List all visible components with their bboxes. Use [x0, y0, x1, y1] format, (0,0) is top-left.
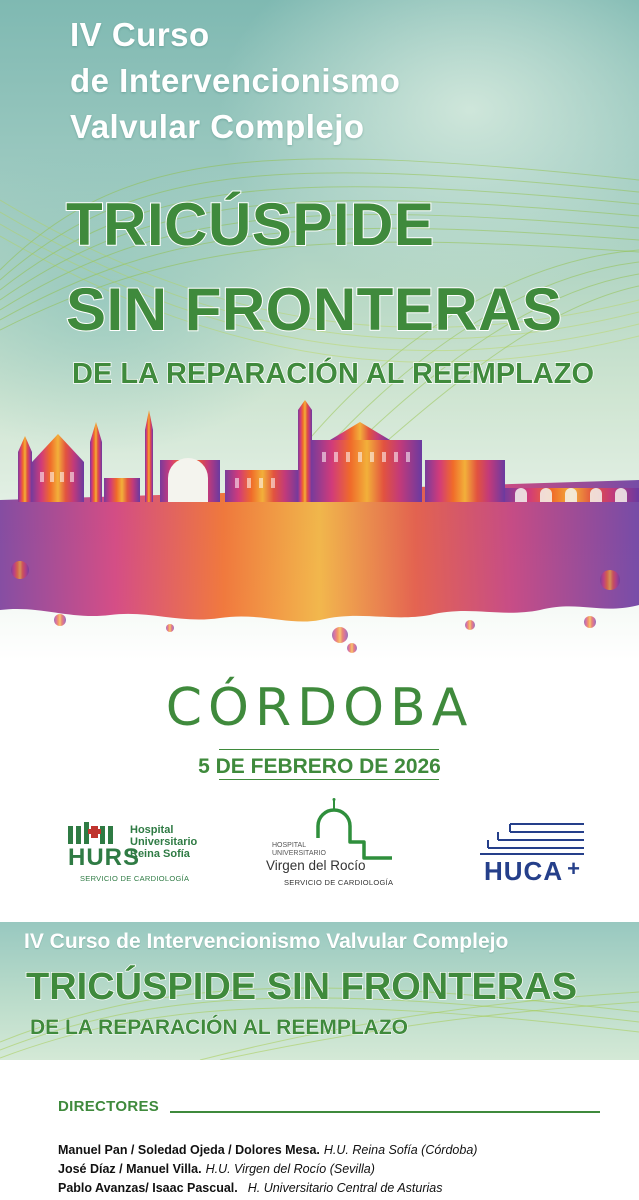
director-entry	[58, 1181, 442, 1195]
date-bottom-rule	[219, 779, 439, 780]
vr-hospital-label	[272, 842, 326, 858]
huca-plus: +	[567, 856, 581, 881]
cordoba-skyline-illustration	[0, 400, 639, 660]
vr-small-line: HOSPITAL	[272, 842, 307, 849]
course-title-line: Valvular Complejo	[70, 108, 365, 145]
course-title-line: de Intervencionismo	[70, 62, 401, 99]
director-entry	[58, 1162, 375, 1176]
hurs-hospital-name	[130, 824, 197, 860]
event-city: CÓRDOBA	[165, 678, 474, 738]
date-top-rule	[219, 749, 439, 750]
headline-tricuspide: TRICÚSPIDE	[66, 191, 435, 258]
course-title	[70, 12, 400, 150]
directors-heading: DIRECTORES	[58, 1098, 160, 1115]
huca-name: HUCA	[484, 856, 564, 886]
hurs-department: SERVICIO DE CARDIOLOGÍA	[80, 874, 190, 883]
title-band	[0, 922, 639, 1060]
director-affiliation: H. Universitario Central de Asturias	[247, 1181, 443, 1195]
hurs-name-line: Hospital	[130, 824, 174, 836]
vr-department: SERVICIO DE CARDIOLOGÍA	[284, 878, 394, 887]
hurs-name-line: Reina Sofía	[130, 848, 190, 860]
headline-sin-fronteras: SIN FRONTERAS	[66, 276, 563, 343]
vr-small-line: UNIVERSITARIO	[272, 850, 326, 857]
huca-logo	[480, 820, 590, 886]
director-affiliation: H.U. Reina Sofía (Córdoba)	[323, 1143, 478, 1157]
huca-stripes-icon	[480, 820, 590, 860]
band-course-title: IV Curso de Intervencionismo Valvular Complejo	[24, 930, 509, 953]
director-names: José Díaz / Manuel Villa.	[58, 1162, 202, 1176]
hurs-abbreviation: HURS	[68, 844, 141, 871]
event-date: 5 DE FEBRERO DE 2026	[198, 755, 441, 778]
vr-hospital-name: Virgen del Rocío	[266, 858, 366, 873]
director-names: Manuel Pan / Soledad Ojeda / Dolores Mesa.	[58, 1143, 320, 1157]
headline-subtitle: DE LA REPARACIÓN AL REEMPLAZO	[72, 358, 595, 390]
director-names: Pablo Avanzas/ Isaac Pascual.	[58, 1181, 238, 1195]
hurs-logo	[66, 820, 216, 886]
directors-rule	[170, 1111, 600, 1113]
director-affiliation: H.U. Virgen del Rocío (Sevilla)	[205, 1162, 375, 1176]
band-subtitle: DE LA REPARACIÓN AL REEMPLAZO	[30, 1016, 409, 1039]
band-headline: TRICÚSPIDE SIN FRONTERAS	[26, 966, 578, 1008]
course-title-line: IV Curso	[70, 16, 210, 53]
hurs-name-line: Universitario	[130, 836, 198, 848]
director-entry	[58, 1143, 477, 1157]
virgen-del-rocio-logo	[262, 798, 402, 890]
huca-wordmark	[484, 856, 581, 887]
